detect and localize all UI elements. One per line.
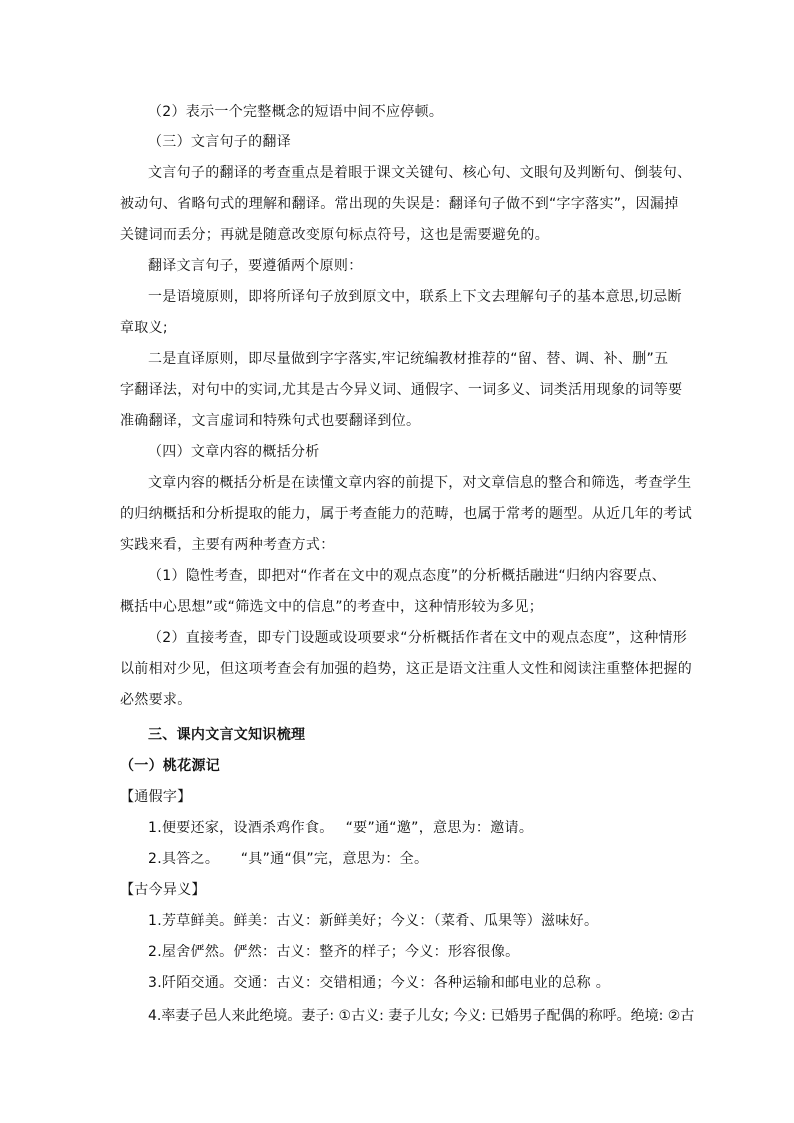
text-line: 被动句、省略句式的理解和翻译。常出现的失误是：翻译句子做不到“字字落实”，因漏掉 — [120, 196, 679, 212]
text-line: 以前相对少见，但这项考查会有加强的趋势，这正是语文注重人文性和阅读注重整体把握的 — [120, 661, 692, 677]
list-item: 2.具答之。 “具”通“俱”完，意思为：全。 — [148, 851, 429, 867]
text-line: 关键词而丢分；再就是随意改变原句标点符号，这也是需要避免的。 — [120, 227, 549, 243]
list-item: 4.率妻子邑人来此绝境。妻子: ①古义: 妻子儿女; 今义: 已婚男子配偶的称呼。绝境: ②古 — [148, 1008, 695, 1024]
text-line: 二是直译原则，即尽量做到字字落实,牢记统编教材推荐的“留、替、调、补、删”五 — [148, 351, 669, 367]
text-line: 必然要求。 — [120, 692, 192, 708]
section-heading: （一）桃花源记 — [120, 758, 221, 774]
section-heading: 三、课内文言文知识梳理 — [148, 727, 306, 743]
text-line: 实践来看，主要有两种考查方式： — [120, 537, 335, 553]
text-line: 章取义; — [120, 320, 168, 336]
bracket-heading: 【古今异义】 — [120, 882, 206, 898]
bracket-heading: 【通假字】 — [120, 789, 192, 805]
list-item: 2.屋舍俨然。俨然：古义：整齐的样子；今义：形容很像。 — [148, 944, 520, 960]
text-line: 准确翻译，文言虚词和特殊句式也要翻译到位。 — [120, 413, 421, 429]
text-line: 一是语境原则，即将所译句子放到原文中，联系上下文去理解句子的基本意思,切忌断 — [148, 289, 682, 305]
text-line: 概括中心思想”或“筛选文中的信息”的考查中，这种情形较为多见； — [120, 599, 544, 615]
text-line: 文章内容的概括分析是在读懂文章内容的前提下，对文章信息的整合和筛选，考查学生 — [148, 475, 692, 491]
list-item: 3.阡陌交通。交通：古义：交错相通；今义：各种运输和邮电业的总称 。 — [148, 975, 611, 991]
section-heading: （四）文章内容的概括分析 — [148, 444, 320, 460]
text-line: 翻译文言句子，要遵循两个原则： — [148, 258, 363, 274]
list-item: 1.便要还家，设酒杀鸡作食。 “要”通“邀”，意思为：邀请。 — [148, 820, 534, 836]
list-item: 1.芳草鲜美。鲜美：古义：新鲜美好；今义：（菜肴、瓜果等）滋味好。 — [148, 913, 599, 929]
text-line: （1）隐性考查，即把对“作者在文中的观点态度”的分析概括融进“归纳内容要点、 — [148, 568, 667, 584]
text-line: 文言句子的翻译的考查重点是着眼于课文关键句、核心句、文眼句及判断句、倒装句、 — [148, 165, 692, 181]
text-line: （2）表示一个完整概念的短语中间不应停顿。 — [148, 104, 444, 120]
text-line: 的归纳概括和分析提取的能力，属于考查能力的范畴，也属于常考的题型。从近几年的考试 — [120, 506, 692, 522]
section-heading: （三）文言句子的翻译 — [148, 134, 291, 150]
text-line: （2）直接考查，即专门设题或设项要求“分析概括作者在文中的观点态度”，这种情形 — [148, 630, 688, 646]
text-line: 字翻译法，对句中的实词,尤其是古今异义词、通假字、一词多义、词类活用现象的词等要 — [120, 382, 683, 398]
